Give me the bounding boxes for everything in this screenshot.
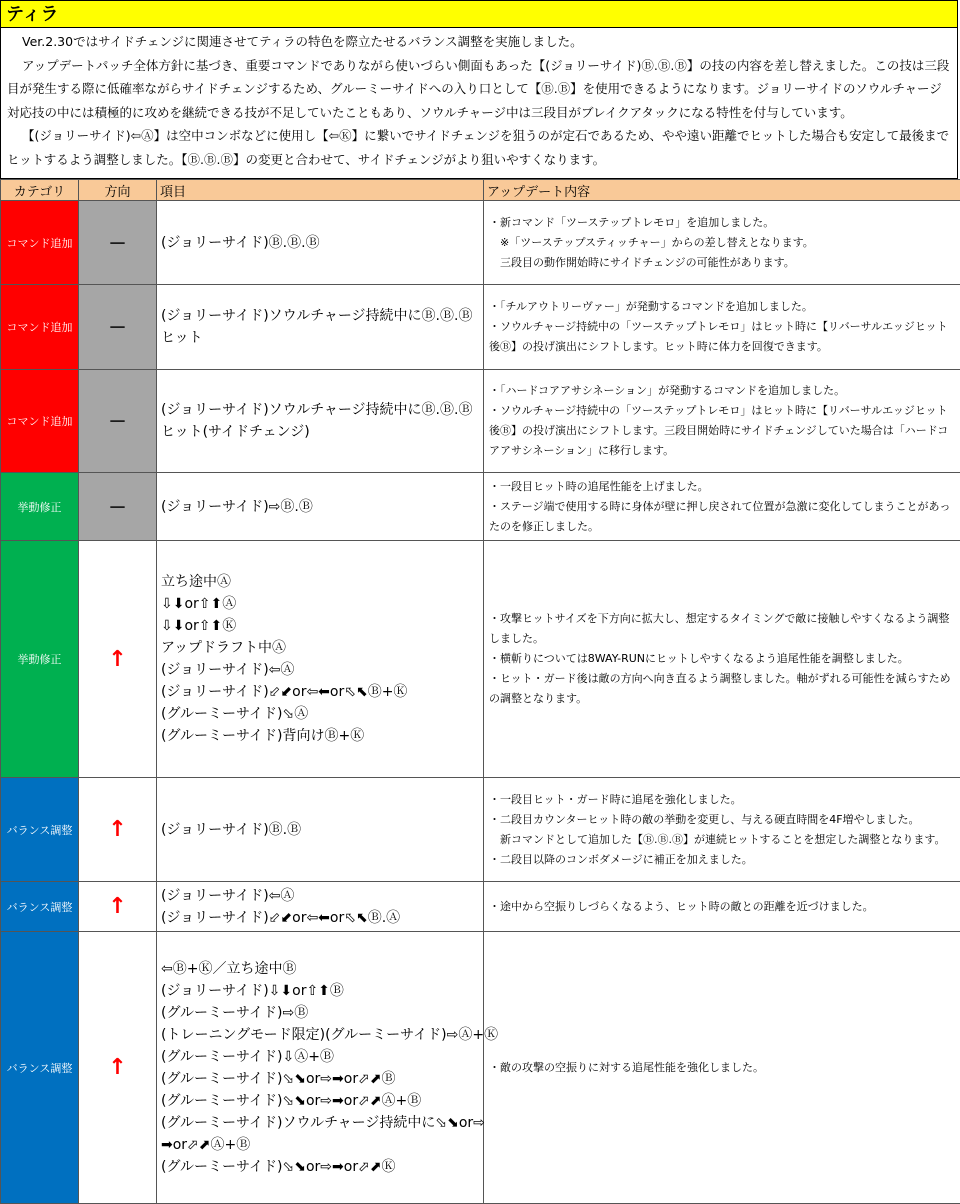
- content-cell: [484, 778, 960, 882]
- content-line: アアサシネーション」に移行します。: [489, 441, 955, 461]
- item-line: ➡or⬀⬈Ⓐ+Ⓑ: [161, 1134, 479, 1156]
- category-cell: コマンド追加: [1, 285, 79, 370]
- item-line: ⇩⬇or⇧⬆Ⓐ: [161, 593, 479, 615]
- content-cell: [484, 882, 960, 932]
- content-line: ・一段目ヒット・ガード時に追尾を強化しました。: [489, 790, 955, 810]
- content-cell: [484, 370, 960, 473]
- content-line: ・ヒット・ガード後は敵の方向へ向き直るよう調整しました。軸がずれる可能性を減らすため: [489, 669, 955, 689]
- direction-dash: －: [109, 318, 127, 339]
- item-line: (ジョリーサイド)⇨Ⓑ.Ⓑ: [161, 496, 479, 518]
- direction-dash: －: [109, 412, 127, 433]
- table-row: [1, 932, 960, 1204]
- item-line: (ジョリーサイド)Ⓑ.Ⓑ: [161, 819, 479, 841]
- item-line: アップドラフト中Ⓐ: [161, 637, 479, 659]
- table-header-row: [1, 180, 960, 201]
- category-cell: 挙動修正: [1, 473, 79, 541]
- table-row: [1, 778, 960, 882]
- direction-cell: [79, 932, 157, 1204]
- up-arrow-icon: ↑: [108, 817, 126, 842]
- content-line: ※「ツーステップスティッチャー」からの差し替えとなります。: [489, 233, 955, 253]
- item-line: (グルーミーサイド)⬂⬊or⇨➡or⬀⬈Ⓑ: [161, 1068, 479, 1090]
- content-line: ・ソウルチャージ持続中の「ツーステップトレモロ」はヒット時に【リバーサルエッジヒット: [489, 317, 955, 337]
- table-row: [1, 473, 960, 541]
- content-line: ・新コマンド「ツーステップトレモロ」を追加しました。: [489, 213, 955, 233]
- content-line: 後Ⓑ】の投げ演出にシフトします。三段目開始時にサイドチェンジしていた場合は「ハードコ: [489, 421, 955, 441]
- direction-dash: －: [109, 234, 127, 255]
- content-line: の調整となります。: [489, 689, 955, 709]
- direction-cell: [79, 882, 157, 932]
- table-row: [1, 285, 960, 370]
- up-arrow-icon: ↑: [108, 894, 126, 919]
- content-line: ・途中から空振りしづらくなるよう、ヒット時の敵との距離を近づけました。: [489, 897, 955, 917]
- content-line: ・二段目カウンターヒット時の敵の挙動を変更し、与える硬直時間を4F増やしました。: [489, 810, 955, 830]
- item-line: 立ち途中Ⓐ: [161, 571, 479, 593]
- header-direction: 方向: [79, 180, 157, 201]
- direction-dash: －: [109, 498, 127, 519]
- content-line: 三段目の動作開始時にサイドチェンジの可能性があります。: [489, 253, 955, 273]
- direction-cell: [79, 370, 157, 473]
- table-row: [1, 882, 960, 932]
- direction-cell: [79, 473, 157, 541]
- content-cell: [484, 285, 960, 370]
- intro-paragraph: Ver.2.30ではサイドチェンジに関連させてティラの特色を際立たせるバランス調整を実施しました。: [7, 30, 951, 54]
- content-line: たのを修正しました。: [489, 517, 955, 537]
- item-line: (グルーミーサイド)⬂⬊or⇨➡or⬀⬈Ⓚ: [161, 1156, 479, 1178]
- content-line: ・ソウルチャージ持続中の「ツーステップトレモロ」はヒット時に【リバーサルエッジヒット: [489, 401, 955, 421]
- direction-cell: [79, 201, 157, 285]
- item-line: (ジョリーサイド)⇩⬇or⇧⬆Ⓑ: [161, 980, 479, 1002]
- content-line: ・ステージ端で使用する時に身体が壁に押し戻されて位置が急激に変化してしまうことがあっ: [489, 497, 955, 517]
- category-cell: バランス調整: [1, 778, 79, 882]
- content-line: ・「チルアウトリーヴァー」が発動するコマンドを追加しました。: [489, 297, 955, 317]
- intro-paragraph: アップデートパッチ全体方針に基づき、重要コマンドでありながら使いづらい側面もあった【(ジョリーサイド)Ⓑ.Ⓑ.Ⓑ】の技の内容を差し替えました。この技は三段目が発生する際に低確率ながらサイドチェンジするため、グルーミーサイドへの入り口として【Ⓑ.Ⓑ】を使用できるようになります。ジョリーサイドのソウルチャージ対応技の中には積極的に攻めを継続できる技が不足していたこともあり、ソウルチャージ中は三段目がブレイクアタックになる特性を付与しています。: [7, 54, 951, 125]
- direction-cell: [79, 541, 157, 778]
- category-cell: バランス調整: [1, 932, 79, 1204]
- up-arrow-icon: ↑: [108, 1055, 126, 1080]
- content-line: ・攻撃ヒットサイズを下方向に拡大し、想定するタイミングで敵に接触しやすくなるよう調整: [489, 609, 955, 629]
- item-line: (グルーミーサイド)⇨Ⓑ: [161, 1002, 479, 1024]
- item-line: (ジョリーサイド)⬃⬋or⇦⬅or⬁⬉Ⓑ.Ⓐ: [161, 907, 479, 929]
- category-cell: コマンド追加: [1, 201, 79, 285]
- category-cell: バランス調整: [1, 882, 79, 932]
- item-line: (グルーミーサイド)⇩Ⓐ+Ⓑ: [161, 1046, 479, 1068]
- item-line: ヒット: [161, 327, 479, 349]
- item-cell: [157, 473, 484, 541]
- update-table: [0, 179, 960, 1204]
- item-line: (グルーミーサイド)ソウルチャージ持続中に⬂⬊or⇨: [161, 1112, 479, 1134]
- item-line: (ジョリーサイド)ソウルチャージ持続中にⒷ.Ⓑ.Ⓑ: [161, 399, 479, 421]
- content-cell: [484, 473, 960, 541]
- item-cell: [157, 201, 484, 285]
- item-line: (ジョリーサイド)Ⓑ.Ⓑ.Ⓑ: [161, 232, 479, 254]
- item-cell: [157, 882, 484, 932]
- item-line: ⇩⬇or⇧⬆Ⓚ: [161, 615, 479, 637]
- item-line: (ジョリーサイド)⇦Ⓐ: [161, 659, 479, 681]
- item-cell: [157, 285, 484, 370]
- content-line: しました。: [489, 629, 955, 649]
- item-line: ヒット(サイドチェンジ): [161, 421, 479, 443]
- table-row: [1, 541, 960, 778]
- item-line: ⇦Ⓑ+Ⓚ／立ち途中Ⓑ: [161, 958, 479, 980]
- content-cell: [484, 201, 960, 285]
- content-line: ・「ハードコアアサシネーション」が発動するコマンドを追加しました。: [489, 381, 955, 401]
- content-cell: [484, 932, 960, 1204]
- content-line: ・敵の攻撃の空振りに対する追尾性能を強化しました。: [489, 1058, 955, 1078]
- item-line: (グルーミーサイド)背向けⒷ+Ⓚ: [161, 725, 479, 747]
- item-cell: [157, 370, 484, 473]
- table-row: [1, 201, 960, 285]
- item-cell: [157, 932, 484, 1204]
- direction-cell: [79, 285, 157, 370]
- page-title: ティラ: [0, 0, 958, 28]
- direction-cell: [79, 778, 157, 882]
- item-line: (グルーミーサイド)⬂⬊or⇨➡or⬀⬈Ⓐ+Ⓑ: [161, 1090, 479, 1112]
- table-row: [1, 370, 960, 473]
- item-line: (ジョリーサイド)ソウルチャージ持続中にⒷ.Ⓑ.Ⓑ: [161, 305, 479, 327]
- category-cell: 挙動修正: [1, 541, 79, 778]
- category-cell: コマンド追加: [1, 370, 79, 473]
- item-line: (ジョリーサイド)⇦Ⓐ: [161, 885, 479, 907]
- intro-text: [0, 28, 958, 179]
- intro-paragraph: 【(ジョリーサイド)⇦Ⓐ】は空中コンボなどに使用し【⇦Ⓚ】に繋いでサイドチェンジを狙うのが定石であるため、やや遠い距離でヒットした場合も安定して最後までヒットするよう調整しました。【Ⓑ.Ⓑ.Ⓑ】の変更と合わせて、サイドチェンジがより狙いやすくなります。: [7, 124, 951, 171]
- content-line: ・一段目ヒット時の追尾性能を上げました。: [489, 477, 955, 497]
- content-line: ・二段目以降のコンボダメージに補正を加えました。: [489, 850, 955, 870]
- item-line: (トレーニングモード限定)(グルーミーサイド)⇨Ⓐ+Ⓚ: [161, 1024, 479, 1046]
- up-arrow-icon: ↑: [108, 647, 126, 672]
- item-line: (グルーミーサイド)⬂Ⓐ: [161, 703, 479, 725]
- item-cell: [157, 541, 484, 778]
- item-cell: [157, 778, 484, 882]
- content-line: 後Ⓑ】の投げ演出にシフトします。ヒット時に体力を回復できます。: [489, 337, 955, 357]
- content-line: ・横斬りについては8WAY-RUNにヒットしやすくなるよう追尾性能を調整しました。: [489, 649, 955, 669]
- header-content: アップデート内容: [484, 180, 960, 201]
- header-category: カテゴリ: [1, 180, 79, 201]
- header-item: 項目: [157, 180, 484, 201]
- item-line: (ジョリーサイド)⬃⬋or⇦⬅or⬁⬉Ⓑ+Ⓚ: [161, 681, 479, 703]
- content-cell: [484, 541, 960, 778]
- content-line: 新コマンドとして追加した【Ⓑ.Ⓑ.Ⓑ】が連続ヒットすることを想定した調整となります。: [489, 830, 955, 850]
